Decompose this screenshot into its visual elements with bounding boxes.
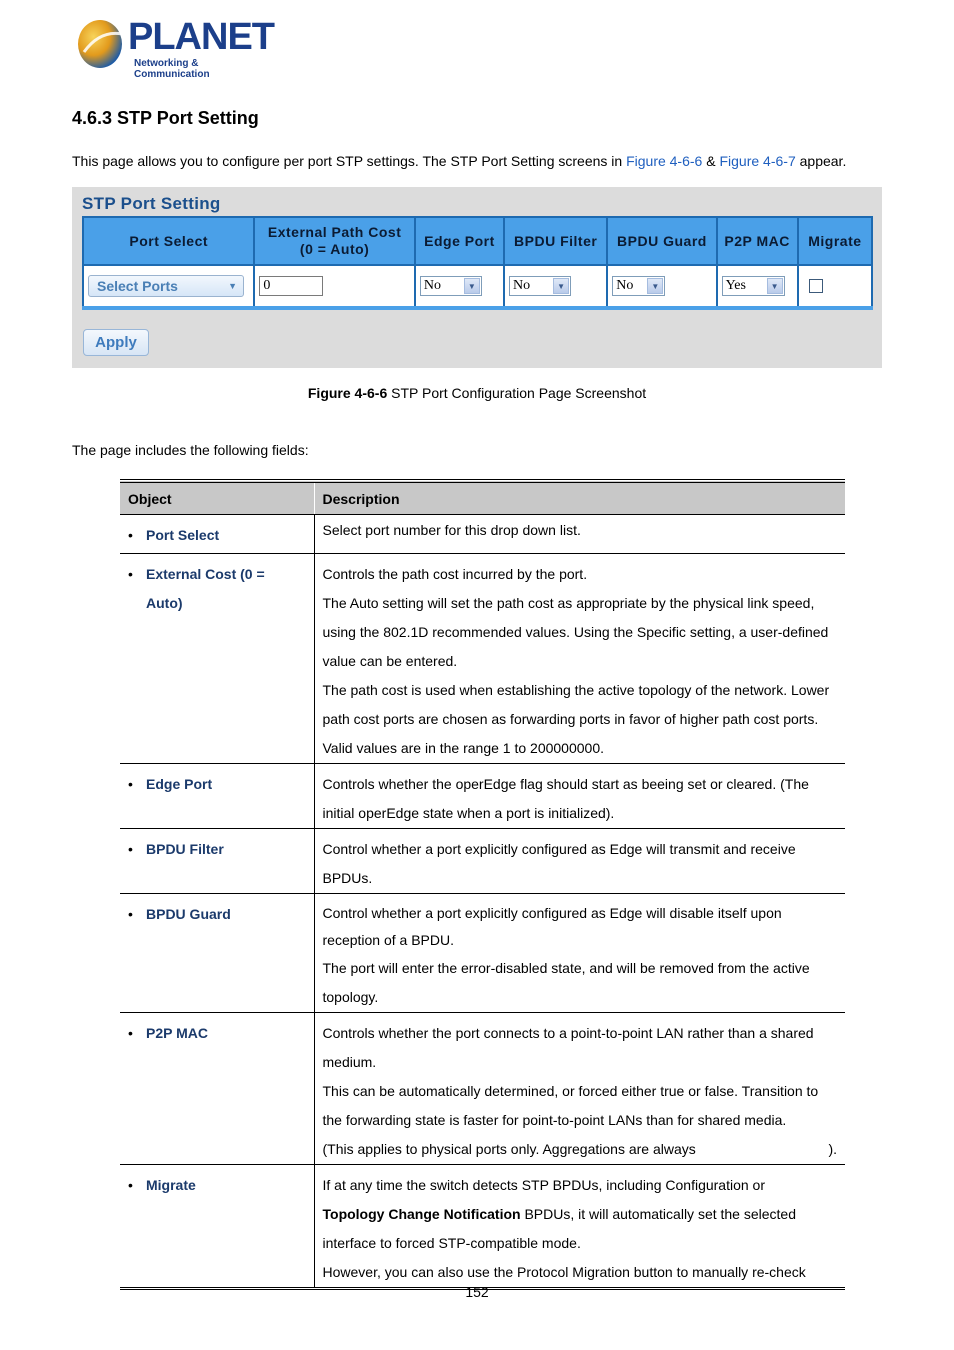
cell-path-cost bbox=[254, 265, 414, 308]
bpdu-filter-select[interactable] bbox=[509, 276, 571, 296]
description-line: Controls whether the port connects to a point-to-point LAN rather than a shared medium. bbox=[322, 1025, 814, 1070]
cell-bpdu-guard bbox=[607, 265, 716, 308]
description-line: This can be automatically determined, or forced either true or false. Transition to the forwarding state is faster for point-to-point LANs than for shared media. bbox=[322, 1083, 819, 1128]
header-description: Description bbox=[314, 481, 845, 515]
stp-port-config-table bbox=[82, 216, 873, 310]
figure-4-6-6-link[interactable]: Figure 4-6-6 bbox=[626, 153, 703, 169]
cell-edge-port bbox=[415, 265, 504, 308]
intro-text-after: appear. bbox=[795, 153, 847, 169]
description-fragment: BPDUs, it will automatically set the selected interface to forced STP-compatible mode. bbox=[322, 1206, 797, 1251]
migrate-checkbox[interactable] bbox=[809, 279, 823, 293]
header-migrate: Migrate bbox=[798, 217, 872, 265]
bpdu-guard-select[interactable] bbox=[612, 276, 665, 296]
object-port-select: Port Select bbox=[146, 527, 220, 543]
header-bpdu-guard: BPDU Guard bbox=[607, 217, 716, 265]
figure-caption bbox=[0, 385, 954, 401]
description-line: The path cost is used when establishing the active topology of the network. Lower path cost ports are chosen as forwarding ports in favor of higher path cost ports. Valid values are in the range 1 to 200000000. bbox=[322, 682, 830, 756]
bpdu-filter-value: No bbox=[513, 278, 531, 293]
description-bold: Topology Change Notification bbox=[322, 1206, 521, 1222]
description-line: However, you can also use the Protocol Migration button to manually re-check bbox=[322, 1264, 806, 1280]
table-row: • Migrate If at any time the switch detects STP BPDUs, including Configuration or Topology Change Notification BPDUs, it will automatically set the selected interface to forced STP-compatible mode. However, you can also use the Protocol Migration button to manually re-check bbox=[120, 1165, 845, 1289]
description-line bbox=[323, 1200, 838, 1258]
logo-brand: PLANET bbox=[128, 16, 274, 58]
description-fragment: (This applies to physical ports only. Aggregations are always bbox=[322, 1141, 696, 1157]
stp-port-setting-screenshot bbox=[72, 187, 882, 368]
intro-paragraph bbox=[72, 153, 846, 169]
description-fragment: ). bbox=[828, 1141, 837, 1157]
object-edge-port: Edge Port bbox=[146, 776, 213, 792]
cell-port-select bbox=[83, 265, 254, 308]
table-row: • BPDU Filter Control whether a port explicitly configured as Edge will transmit and receive BPDUs. bbox=[120, 829, 845, 894]
chevron-down-icon: ▼ bbox=[767, 278, 783, 294]
header-external-path-cost: External Path Cost (0 = Auto) bbox=[254, 217, 414, 265]
apply-button[interactable]: Apply bbox=[83, 329, 149, 356]
fields-intro: The page includes the following fields: bbox=[72, 442, 309, 458]
edge-port-value: No bbox=[423, 278, 441, 293]
select-ports-label: Select Ports bbox=[97, 278, 178, 294]
cell-bpdu-filter bbox=[504, 265, 607, 308]
description-line: Controls the path cost incurred by the port. bbox=[322, 566, 588, 582]
description-line: The Auto setting will set the path cost as appropriate by the physical link speed, using the 802.1D recommended values. Using the Specific setting, a user-defined value can be entered. bbox=[322, 595, 829, 669]
logo-tagline: Networking & Communication bbox=[134, 58, 210, 80]
chevron-down-icon: ▼ bbox=[464, 278, 480, 294]
object-external-cost: External Cost (0 = Auto) bbox=[146, 566, 265, 611]
table-row: • Edge Port Controls whether the operEdge flag should start as beeing set or cleared. (The initial operEdge state when a port is initialized). bbox=[120, 764, 845, 829]
header-edge-port: Edge Port bbox=[415, 217, 504, 265]
description-line: Select port number for this drop down list. bbox=[322, 522, 581, 538]
planet-logo bbox=[76, 16, 276, 80]
path-cost-input[interactable]: 0 bbox=[259, 276, 323, 296]
chevron-down-icon: ▼ bbox=[553, 278, 569, 294]
p2p-mac-select[interactable] bbox=[722, 276, 785, 296]
caption-text: STP Port Configuration Page Screenshot bbox=[387, 385, 647, 401]
description-line: Controls whether the operEdge flag should start as beeing set or cleared. (The initial operEdge state when a port is initialized). bbox=[322, 776, 809, 821]
object-migrate: Migrate bbox=[146, 1177, 196, 1193]
description-line: Control whether a port explicitly configured as Edge will transmit and receive BPDUs. bbox=[322, 841, 796, 886]
section-title: 4.6.3 STP Port Setting bbox=[72, 108, 259, 128]
table-row: • External Cost (0 = Auto) Controls the path cost incurred by the port. The Auto setting will set the path cost as appropriate by the physical link speed, using the 802.1D recommended values. Using the Specific setting, a user-defined value can be entered. The path cost is used when establishing the active topology of the network. Lower path cost ports are chosen as forwarding ports in favor of higher path cost ports. Valid values are in the range 1 to 200000000. bbox=[120, 554, 845, 764]
header-bpdu-filter: BPDU Filter bbox=[504, 217, 607, 265]
chevron-down-icon: ▼ bbox=[647, 278, 663, 294]
header-port-select: Port Select bbox=[83, 217, 254, 265]
bpdu-guard-value: No bbox=[616, 278, 634, 293]
cell-p2p-mac bbox=[717, 265, 798, 308]
object-p2p-mac: P2P MAC bbox=[146, 1025, 208, 1041]
object-bpdu-guard: BPDU Guard bbox=[146, 906, 231, 922]
description-line: Control whether a port explicitly configured as Edge will disable itself upon reception of a BPDU. bbox=[322, 905, 782, 948]
header-p2p-mac: P2P MAC bbox=[717, 217, 798, 265]
cell-migrate bbox=[798, 265, 872, 308]
intro-text-mid: & bbox=[702, 153, 720, 169]
screenshot-title: STP Port Setting bbox=[82, 194, 221, 213]
description-line bbox=[323, 1135, 838, 1164]
intro-text-before: This page allows you to configure per port STP settings. The STP Port Setting screens in bbox=[72, 153, 627, 169]
table-row: • BPDU Guard Control whether a port explicitly configured as Edge will disable itself upon reception of a BPDU. The port will enter the error-disabled state, and will be removed from the active topology. bbox=[120, 894, 845, 1013]
figure-4-6-7-link[interactable]: Figure 4-6-7 bbox=[719, 153, 796, 169]
header-object: Object bbox=[120, 481, 314, 515]
chevron-down-icon: ▼ bbox=[228, 281, 237, 291]
object-bpdu-filter: BPDU Filter bbox=[146, 841, 224, 857]
description-line: The port will enter the error-disabled state, and will be removed from the active topology. bbox=[322, 960, 810, 1005]
edge-port-select[interactable] bbox=[420, 276, 482, 296]
caption-label: Figure 4-6-6 bbox=[307, 385, 388, 401]
field-description-table bbox=[120, 479, 845, 1290]
select-ports-dropdown[interactable] bbox=[88, 275, 244, 297]
table-row: • Port Select Select port number for this drop down list. bbox=[120, 515, 845, 554]
page-number: 152 bbox=[465, 1284, 489, 1300]
description-line: If at any time the switch detects STP BPDUs, including Configuration or bbox=[322, 1177, 766, 1193]
table-row: • P2P MAC Controls whether the port connects to a point-to-point LAN rather than a shared medium. This can be automatically determined, or forced either true or false. Transition to the forwarding state is faster for point-to-point LANs than for shared media. (This applies to physical ports only. Aggregations are always ). bbox=[120, 1013, 845, 1165]
p2p-mac-value: Yes bbox=[725, 278, 746, 293]
